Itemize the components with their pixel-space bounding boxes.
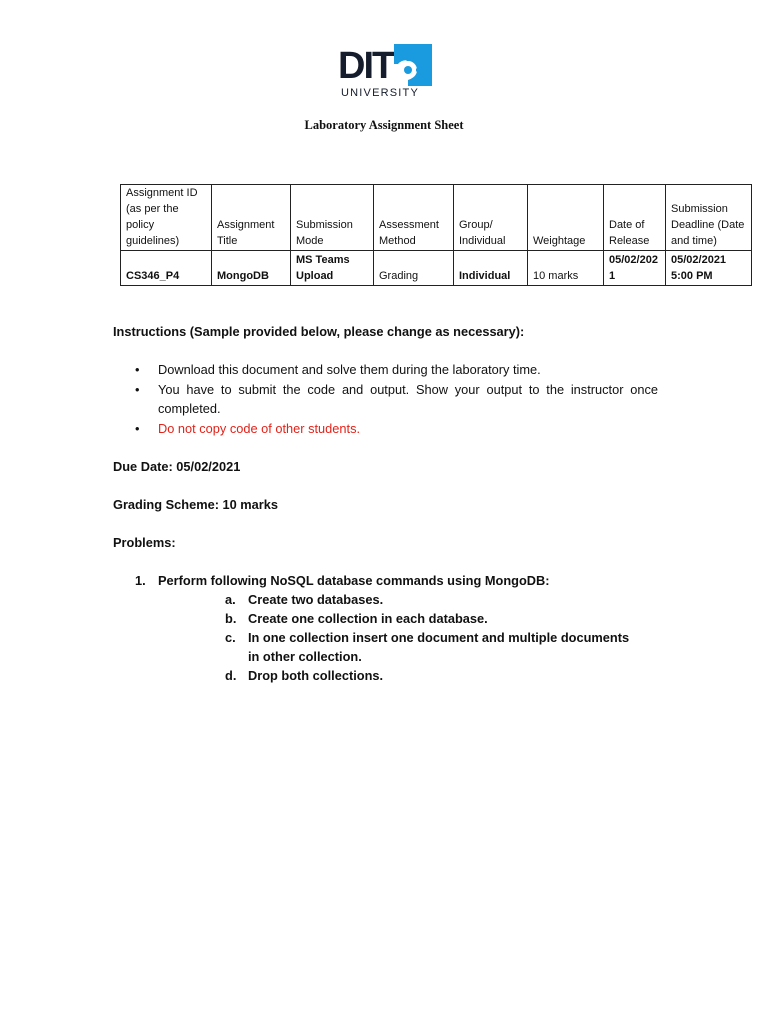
university-logo [338, 44, 434, 104]
table-cell: MongoDB [212, 251, 291, 286]
table-header-cell: Assignment ID (as per the policy guidelines) [121, 185, 212, 251]
logo-sub-text: UNIVERSITY [341, 87, 420, 99]
due-date: Due Date: 05/02/2021 [113, 459, 241, 474]
gear-icon [386, 44, 432, 88]
bullet-icon: • [135, 420, 140, 436]
logo-main-text: DIT [338, 45, 394, 87]
table-header-cell: Group/ Individual [454, 185, 528, 251]
list-item [113, 419, 658, 439]
table-cell: MS Teams Upload [291, 251, 374, 286]
sub-task-text: Drop both collections. [248, 668, 384, 683]
table-header-cell: Weightage [528, 185, 604, 251]
sub-task-letter: b. [225, 611, 237, 626]
table-header-cell: Date of Release [604, 185, 666, 251]
list-item-text: You have to submit the code and output. Show your output to the instructor once completed. [158, 381, 658, 416]
problems-heading: Problems: [113, 535, 176, 550]
problem-text: Perform following NoSQL database commands using MongoDB: [158, 573, 550, 588]
table-header-cell: Assessment Method [374, 185, 454, 251]
bullet-icon: • [135, 362, 140, 377]
sub-task-text: Create two databases. [248, 592, 384, 607]
sub-task-letter: d. [225, 668, 237, 683]
problem-number: 1. [135, 573, 146, 588]
sub-task-list [113, 590, 673, 685]
sheet-title: Laboratory Assignment Sheet [304, 118, 464, 132]
table-cell: CS346_P4 [121, 251, 212, 286]
list-item [113, 666, 643, 685]
table-cell: Individual [454, 251, 528, 286]
table-header-cell: Submission Deadline (Date and time) [666, 185, 752, 251]
sub-task-letter: c. [225, 630, 236, 645]
bullet-icon: • [135, 381, 140, 397]
table-row [121, 251, 752, 286]
list-item-text: Download this document and solve them during the laboratory time. [158, 362, 541, 377]
table-header-cell: Assignment Title [212, 185, 291, 251]
sub-task-text: In one collection insert one document and multiple documents in other collection. [248, 630, 630, 664]
list-item [113, 609, 643, 628]
problems-list [113, 571, 673, 685]
table-cell: Grading [374, 251, 454, 286]
problem-item [113, 571, 673, 590]
instructions-heading: Instructions (Sample provided below, please change as necessary): [113, 324, 525, 339]
list-item [113, 628, 643, 666]
list-item-text: Do not copy code of other students. [158, 420, 361, 436]
table-header-cell: Submission Mode [291, 185, 374, 251]
table-cell: 05/02/2021 5:00 PM [666, 251, 752, 286]
list-item [113, 360, 658, 380]
assignment-info-table [120, 184, 752, 286]
list-item [113, 380, 658, 419]
table-cell: 05/02/2021 [604, 251, 666, 286]
sub-task-letter: a. [225, 592, 236, 607]
grading-scheme: Grading Scheme: 10 marks [113, 497, 279, 512]
sub-task-text: Create one collection in each database. [248, 611, 488, 626]
table-header-row [121, 185, 752, 251]
table-cell: 10 marks [528, 251, 604, 286]
list-item [113, 590, 643, 609]
instructions-list [113, 360, 658, 438]
